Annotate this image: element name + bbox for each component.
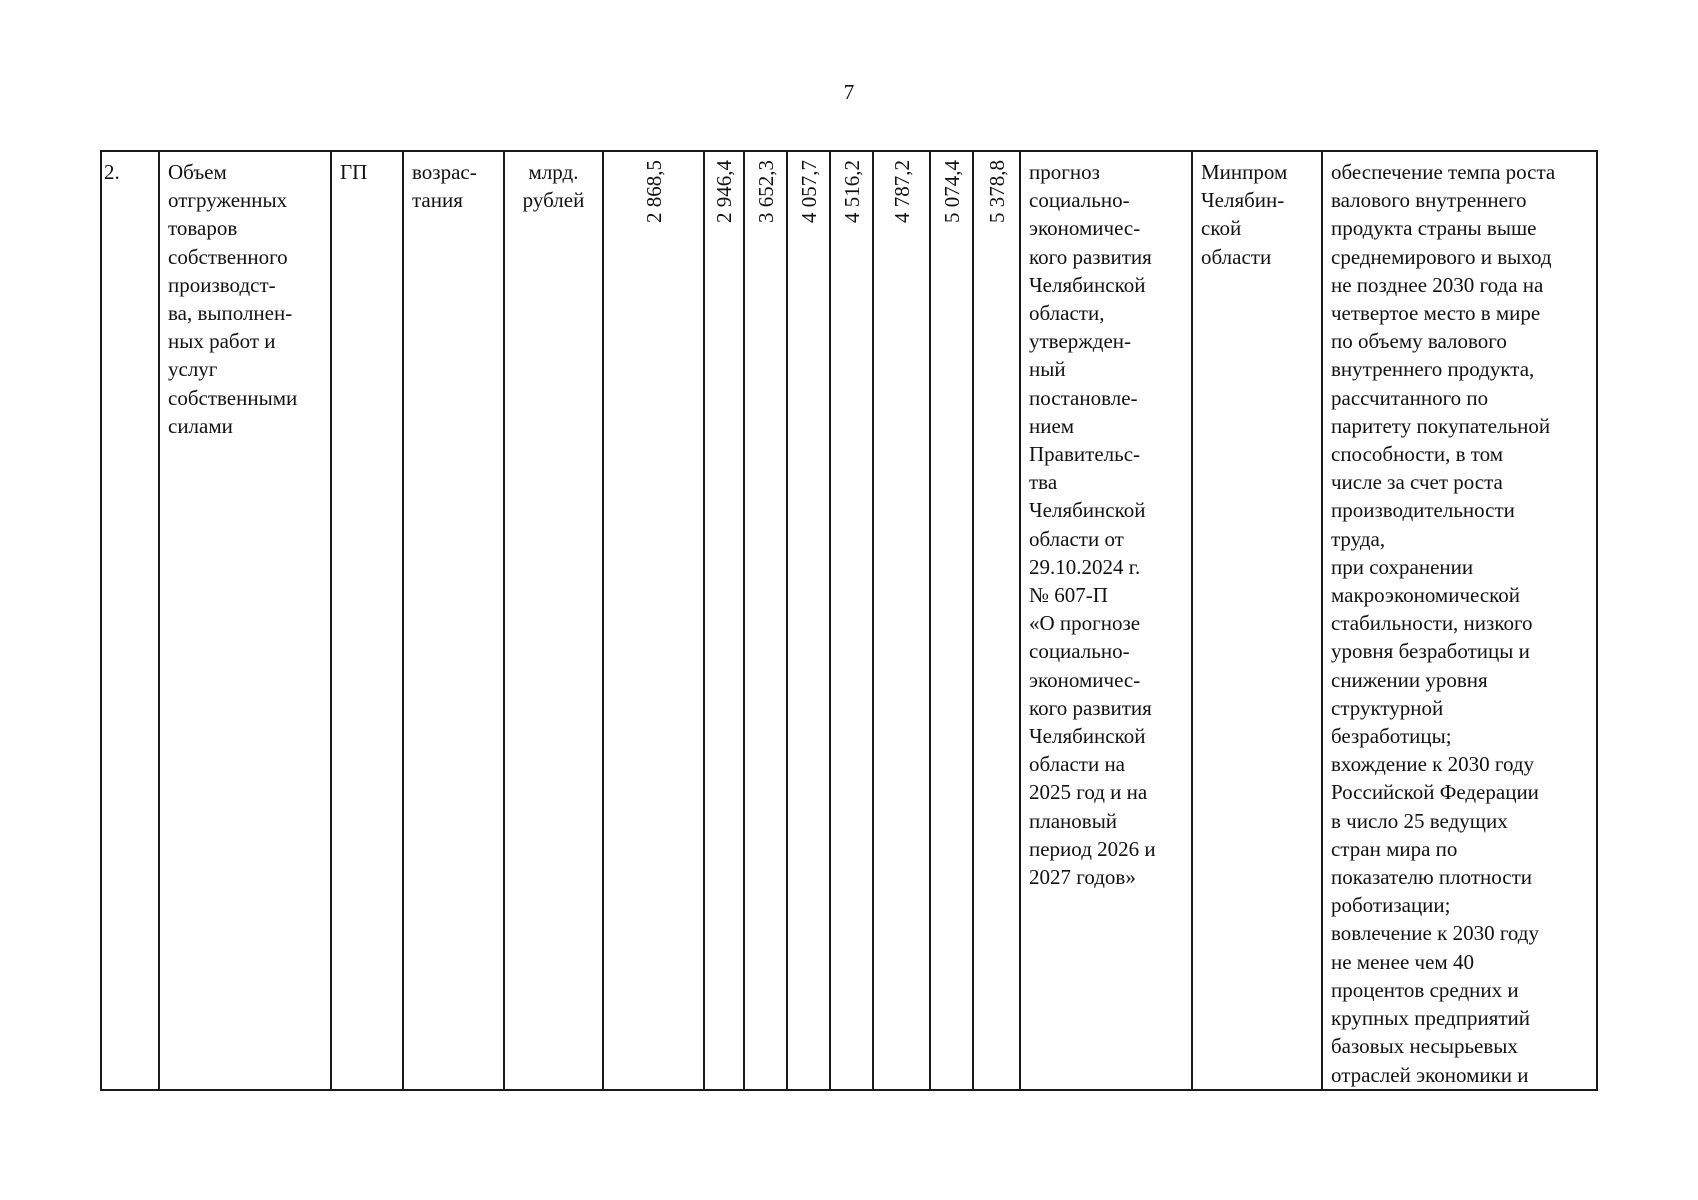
value-cell — [787, 151, 830, 1090]
trend-cell — [403, 151, 504, 1090]
value-3: 4 057,7 — [796, 160, 821, 223]
unit-cell — [504, 151, 603, 1090]
source-document-cell — [1020, 151, 1192, 1090]
value-cell — [930, 151, 973, 1090]
row-number-cell — [101, 151, 159, 1090]
value-0: 2 868,5 — [641, 160, 666, 223]
responsible-cell — [1192, 151, 1322, 1090]
value-cell — [873, 151, 930, 1090]
page-number: 7 — [843, 80, 855, 104]
level-cell — [331, 151, 403, 1090]
row-number: 2. — [104, 160, 120, 184]
value-cell — [603, 151, 704, 1090]
source-document: прогноз социально- экономичес- кого развития Челябинской области, утвержден- ный постановле- нием Правительс- тва Челябинской области от 29.10.2024 г. № 607-П «О прогнозе социально- экономичес- кого развития Челябинской области на 2025 год и на плановый период 2026 и 2027 годов» — [1029, 160, 1156, 890]
value-cell — [830, 151, 873, 1090]
national-goal-cell — [1322, 151, 1597, 1090]
national-goal: обеспечение темпа роста валового внутреннего продукта страны выше среднемирового и выход не позднее 2030 года на четвертое место в мире по объему валового внутреннего продукта, рассчитанного по паритету покупательной способности, в том числе за счет роста производительности труда, при сохранении макроэкономической стабильности, низкого уровня безработицы и снижении уровня структурной безработицы; вхождение к 2030 году Российской Федерации в число 25 ведущих стран мира по показателю плотности роботизации; вовлечение к 2030 году не менее чем 40 процентов средних и крупных предприятий базовых несырьевых отраслей экономики и — [1331, 160, 1556, 1087]
value-cell — [973, 151, 1020, 1090]
value-6: 5 074,4 — [939, 160, 964, 223]
value-5: 4 787,2 — [889, 160, 914, 223]
value-1: 2 946,4 — [712, 160, 736, 223]
trend-direction: возрас- тания — [412, 160, 477, 213]
indicator-name: Объем отгруженных товаров собственного производст- ва, выполнен- ных работ и услуг собственными силами — [168, 160, 298, 438]
indicator-level: ГП — [340, 160, 368, 184]
value-2: 3 652,3 — [753, 160, 778, 223]
indicator-table — [100, 150, 1598, 1091]
value-4: 4 516,2 — [839, 160, 864, 223]
responsible-body: Минпром Челябин- ской области — [1201, 160, 1288, 269]
value-7: 5 378,8 — [984, 160, 1009, 223]
value-cell — [704, 151, 744, 1090]
measure-unit: млрд. рублей — [522, 160, 585, 213]
value-cell — [744, 151, 787, 1090]
table-row — [101, 151, 1597, 1090]
indicator-name-cell — [159, 151, 331, 1090]
